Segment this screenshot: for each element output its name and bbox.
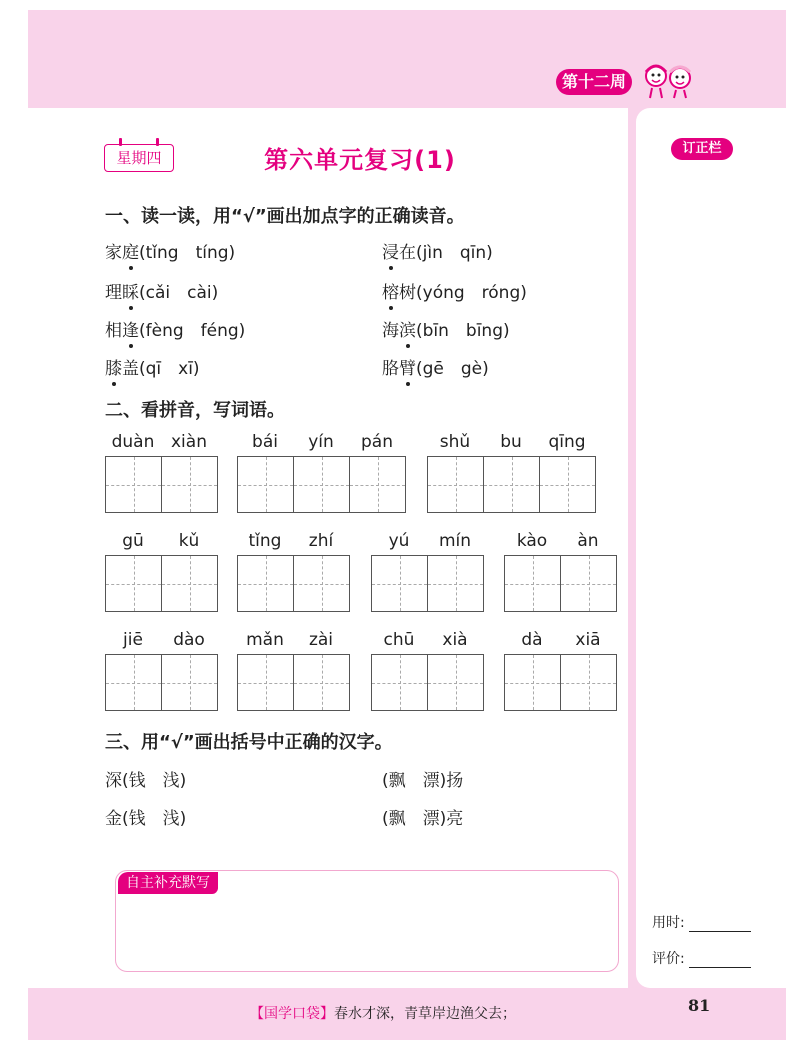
writing-cell[interactable] [106,556,162,611]
section2-title: 二、看拼音，写词语。 [105,400,285,421]
pinyin-word-6[interactable]: yú mín [371,531,484,612]
dotted-char: 滨 [399,316,416,341]
pinyin-word-4[interactable]: gū kǔ [105,531,218,612]
footer-label: 【国学口袋】 [250,1006,334,1022]
evaluation-field[interactable]: 评价: [652,948,751,968]
writing-cell[interactable] [350,457,405,512]
pinyin-word-10[interactable]: chū xià [371,630,484,711]
pronunciation-item-6[interactable]: 海滨(bīn bīng) [382,316,510,341]
char-choice-item-1[interactable]: 深(钱 浅) [105,771,187,791]
pronunciation-item-2[interactable]: 浸在(jìn qīn) [382,238,493,263]
char-choice-item-4[interactable]: (飘 漂)亮 [382,809,464,829]
pinyin-word-7[interactable]: kào àn [504,531,617,612]
char-choice-item-2[interactable]: (飘 漂)扬 [382,771,464,791]
writing-cell[interactable] [294,655,349,710]
page-title: 第六单元复习(1) [264,146,456,174]
pronunciation-item-5[interactable]: 相逢(fèng féng) [105,316,245,341]
writing-cell[interactable] [505,655,561,710]
dotted-char: 睬 [122,278,139,303]
writing-cell[interactable] [294,556,349,611]
writing-cell[interactable] [238,655,294,710]
writing-cell[interactable] [428,655,483,710]
pronunciation-item-3[interactable]: 理睬(cǎi cài) [105,278,218,303]
writing-cell[interactable] [484,457,540,512]
pronunciation-item-4[interactable]: 榕树(yóng róng) [382,278,527,303]
supplement-label: 自主补充默写 [118,872,218,894]
section1-title: 一、读一读，用“√”画出加点字的正确读音。 [105,206,465,227]
pinyin-word-5[interactable]: tǐng zhí [237,531,350,612]
dotted-char: 膝 [105,354,122,379]
pinyin-word-3[interactable]: shǔ bu qīng [427,432,596,513]
writing-cell[interactable] [238,457,294,512]
time-used-field[interactable]: 用时: [652,912,751,932]
pinyin-word-1[interactable]: duàn xiàn [105,432,218,513]
dotted-char: 浸 [382,238,399,263]
dotted-char: 庭 [122,238,139,263]
week-badge: 第十二周 [556,69,632,95]
mascot-icon [640,60,696,100]
writing-cell[interactable] [106,655,162,710]
writing-cell[interactable] [294,457,350,512]
correction-column-label: 订正栏 [671,138,733,160]
correction-panel [636,108,786,988]
writing-cell[interactable] [561,655,616,710]
dotted-char: 臂 [399,354,416,379]
dotted-char: 榕 [382,278,399,303]
writing-cell[interactable] [162,556,217,611]
pinyin-word-2[interactable]: bái yín pán [237,432,406,513]
writing-cell[interactable] [238,556,294,611]
pronunciation-item-8[interactable]: 胳臂(gē gè) [382,354,489,379]
writing-cell[interactable] [428,556,483,611]
pinyin-word-8[interactable]: jiē dào [105,630,218,711]
dotted-char: 逢 [122,316,139,341]
char-choice-item-3[interactable]: 金(钱 浅) [105,809,187,829]
writing-cell[interactable] [428,457,484,512]
writing-cell[interactable] [162,457,217,512]
writing-cell[interactable] [372,655,428,710]
writing-cell[interactable] [540,457,595,512]
footer-text: 春水才深，青草岸边渔父去； [334,1006,516,1022]
pinyin-word-11[interactable]: dà xiā [504,630,617,711]
footer-quote [250,1003,516,1023]
writing-cell[interactable] [561,556,616,611]
pronunciation-item-7[interactable]: 膝盖(qī xī) [105,354,200,379]
time-used-line[interactable] [689,917,751,932]
pronunciation-item-1[interactable]: 家庭(tǐng tíng) [105,238,235,263]
writing-cell[interactable] [372,556,428,611]
page-number: 81 [688,996,711,1015]
pinyin-word-9[interactable]: mǎn zài [237,630,350,711]
writing-cell[interactable] [162,655,217,710]
evaluation-line[interactable] [689,953,751,968]
day-badge: 星期四 [104,144,174,172]
writing-cell[interactable] [505,556,561,611]
writing-cell[interactable] [106,457,162,512]
section3-title: 三、用“√”画出括号中正确的汉字。 [105,732,393,753]
